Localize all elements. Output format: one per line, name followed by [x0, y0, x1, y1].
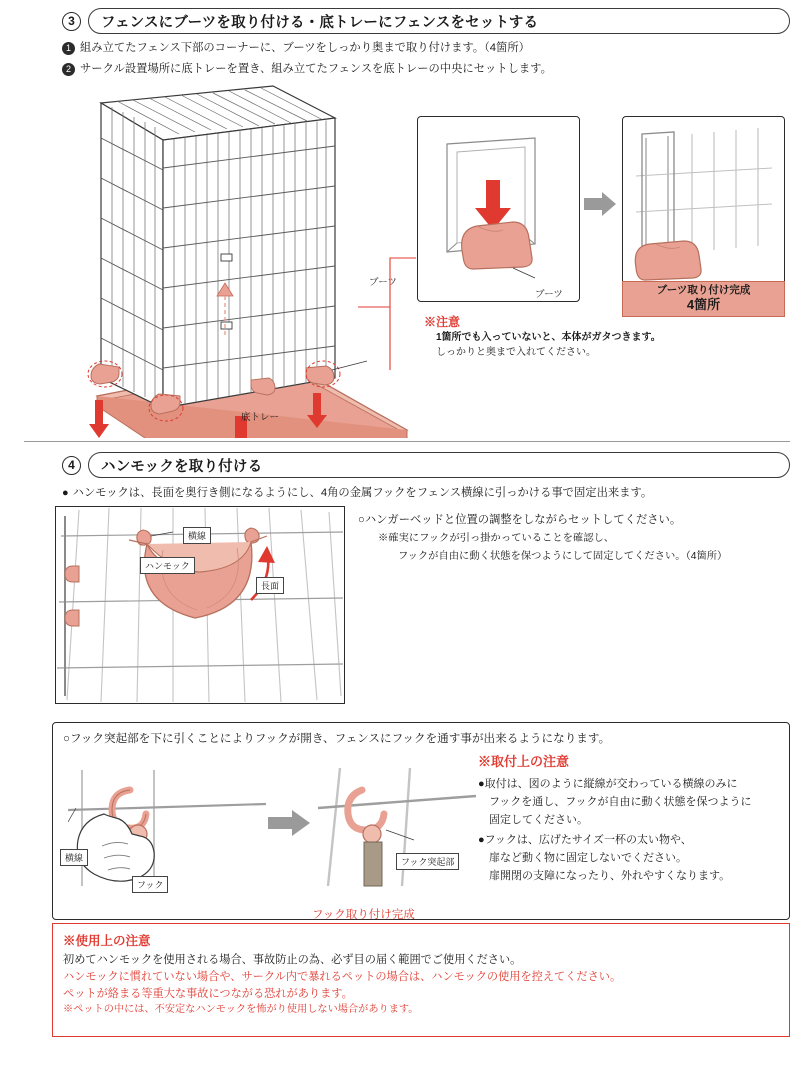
- hook-notice-title: ※取付上の注意: [478, 754, 570, 769]
- label-yoko-sen-hammock: 横線: [183, 527, 211, 544]
- usage-warning-title: ※使用上の注意: [63, 934, 151, 948]
- section-3-caution: [424, 314, 784, 360]
- hook-notice-2: フックを通し、フックが自由に動く状態を保つように: [489, 796, 752, 808]
- usage-warning-line-3: ペットが絡まる等重大な事故につながる恐れがあります。: [63, 987, 353, 1000]
- hook-heading: ○フック突起部を下に引くことによりフックが開き、フェンスにフックを通す事が出来るようになります。: [63, 732, 611, 745]
- boots-install-complete-label: [622, 281, 785, 317]
- section-4-number: 4: [62, 456, 81, 475]
- hook-progress-arrow: [268, 810, 312, 836]
- section-divider-1: [24, 441, 790, 442]
- section-4-title: ハンモックを取り付ける: [88, 452, 790, 478]
- label-hammock: ハンモック: [140, 557, 195, 574]
- bullet-mark: ●: [62, 487, 69, 499]
- step-text: サークル設置場所に底トレーを置き、組み立てたフェンスを底トレーの中央にセットします。: [80, 63, 552, 75]
- section-3-header: [62, 8, 790, 34]
- hook-open-drawing: [68, 760, 268, 890]
- hook-installed-drawing: [318, 760, 478, 890]
- caution-line-1: 1箇所でも入っていないと、本体がガタつきます。: [436, 332, 661, 344]
- hook-notice-1: ●取付は、図のように縦線が交わっている横線のみに: [478, 778, 738, 790]
- section-3-title: フェンスにブーツを取り付ける・底トレーにフェンスをセットする: [88, 8, 790, 34]
- section-3-step-1: [62, 41, 792, 56]
- inset-connector: [350, 250, 420, 410]
- label-hook-complete: フック取り付け完成: [312, 909, 415, 921]
- label-tray: 底トレー: [241, 412, 280, 423]
- label-hook: フック: [132, 876, 168, 893]
- boots-installed-drawing: [622, 116, 785, 302]
- step-number: 2: [62, 63, 75, 76]
- section-4-step-1: [62, 486, 792, 501]
- usage-warning-line-1: 初めてハンモックを使用される場合、事故防止の為、必ず目の届く範囲でご使用ください。: [63, 954, 522, 966]
- hook-notice-4: ●フックは、広げたサイズ一杯の太い物や、: [478, 834, 692, 846]
- usage-warning-line-2: ハンモックに慣れていない場合や、サークル内で暴れるペットの場合は、ハンモックの使用を控えてください。: [63, 970, 622, 983]
- hammock-note-1: ○ハンガーベッドと位置の調整をしながらセットしてください。: [358, 514, 682, 526]
- hook-notice-6: 扉開閉の支障になったり、外れやすくなります。: [489, 870, 731, 882]
- usage-warning-line-4: ※ペットの中には、不安定なハンモックを怖がり使用しない場合があります。: [63, 1004, 419, 1016]
- caution-title: ※注意: [424, 315, 461, 329]
- hammock-note-3: フックが自由に動く状態を保つようにして固定してください。（4箇所）: [398, 551, 728, 562]
- label-yoko-sen-hook: 横線: [60, 849, 88, 866]
- boots-insert-drawing: [417, 116, 580, 302]
- step-text: ハンモックは、長面を奥行き側になるようにし、4角の金属フックをフェンス横線に引っかける事で固定出来ます。: [72, 487, 653, 499]
- hook-notice-5: 扉など動く物に固定しないでください。: [489, 852, 687, 864]
- label-hook-tab: フック突起部: [396, 853, 459, 870]
- step-text: 組み立てたフェンス下部のコーナーに、ブーツをしっかり奥まで取り付けます。（4箇所）: [80, 42, 530, 54]
- complete-line-1: ブーツ取り付け完成: [656, 284, 751, 296]
- section-3-number: 3: [62, 12, 81, 31]
- usage-warning-box: [52, 923, 790, 1037]
- complete-line-2: 4箇所: [686, 297, 721, 313]
- hammock-note-2: ※確実にフックが引っ掛かっていることを確認し、: [378, 533, 615, 544]
- caution-line-2: しっかりと奥まで入れてください。: [436, 346, 596, 358]
- label-chomen: 長面: [256, 577, 284, 594]
- hook-notice-3: 固定してください。: [489, 814, 588, 826]
- step-number: 1: [62, 42, 75, 55]
- inset-progress-arrow: [584, 192, 618, 216]
- label-boots-inset: ブーツ: [535, 289, 563, 300]
- section-3-step-2: [62, 62, 792, 77]
- label-boots-main: ブーツ: [369, 277, 397, 288]
- section-4-header: [62, 452, 790, 478]
